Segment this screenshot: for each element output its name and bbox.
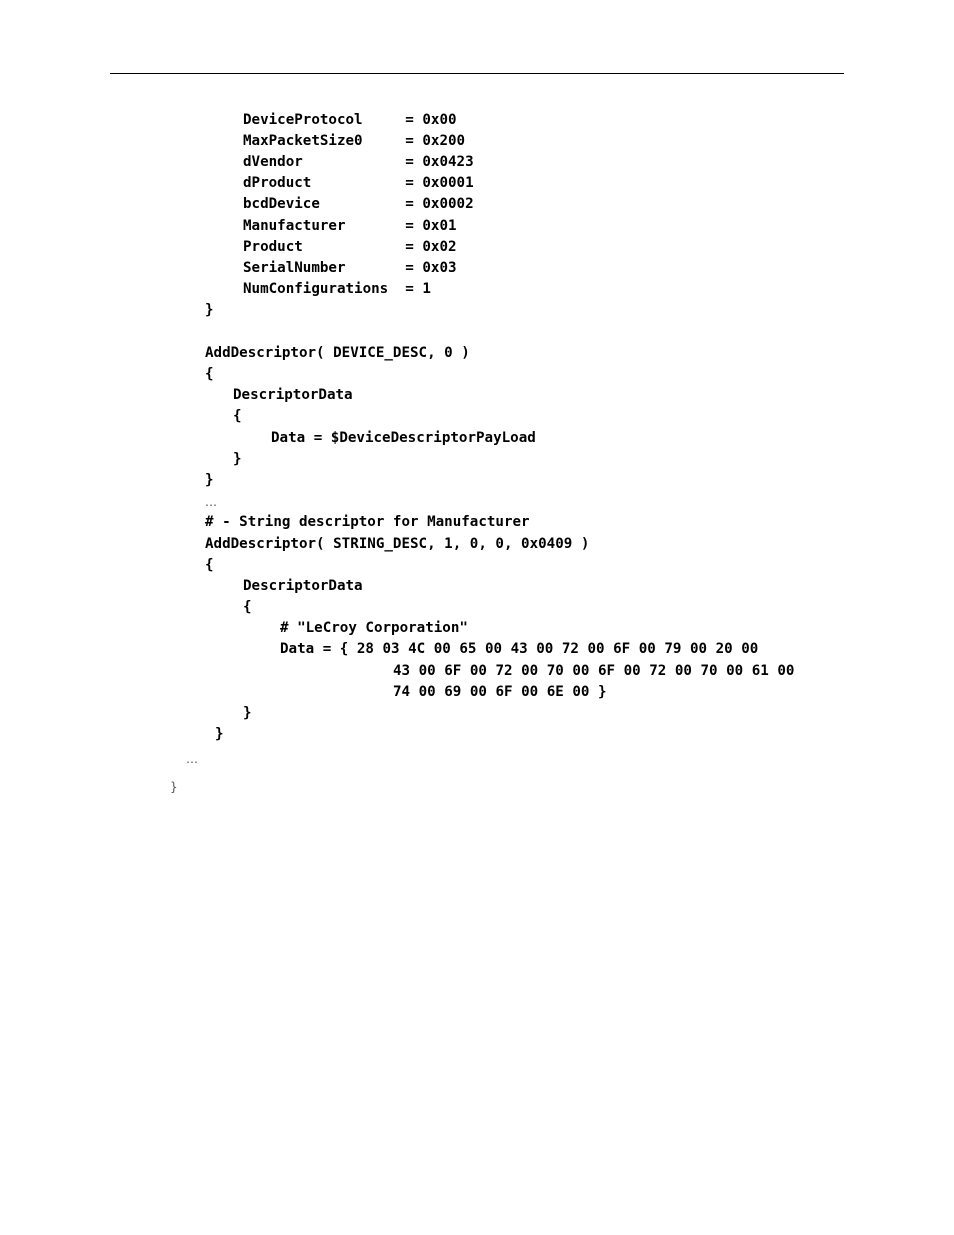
opening-brace: { bbox=[205, 366, 214, 382]
code-line: DescriptorData bbox=[243, 578, 363, 594]
code-line: 74 00 69 00 6F 00 6E 00 } bbox=[393, 684, 607, 700]
ellipsis: … bbox=[205, 495, 217, 509]
code-comment: # - String descriptor for Manufacturer bbox=[205, 514, 530, 530]
code-line: 43 00 6F 00 72 00 70 00 6F 00 72 00 70 00 61 00 bbox=[393, 663, 795, 679]
code-line: NumConfigurations = 1 bbox=[243, 281, 431, 297]
header-rule bbox=[110, 73, 844, 74]
opening-brace: { bbox=[243, 599, 252, 615]
code-line: Data = $DeviceDescriptorPayLoad bbox=[271, 430, 536, 446]
closing-brace: } bbox=[205, 472, 214, 488]
code-line: MaxPacketSize0 = 0x200 bbox=[243, 133, 466, 149]
code-line: Product = 0x02 bbox=[243, 239, 457, 255]
closing-brace: } bbox=[233, 451, 242, 467]
opening-brace: { bbox=[205, 557, 214, 573]
code-line: SerialNumber = 0x03 bbox=[243, 260, 457, 276]
closing-brace: } bbox=[205, 302, 214, 318]
code-line: Data = { 28 03 4C 00 65 00 43 00 72 00 6F 00 79 00 20 00 bbox=[280, 641, 759, 657]
code-comment: # "LeCroy Corporation" bbox=[280, 620, 468, 636]
code-line: dProduct = 0x0001 bbox=[243, 175, 474, 191]
code-line: dVendor = 0x0423 bbox=[243, 154, 474, 170]
code-line: bcdDevice = 0x0002 bbox=[243, 196, 474, 212]
code-line: DeviceProtocol = 0x00 bbox=[243, 112, 457, 128]
closing-brace: } bbox=[215, 726, 224, 742]
code-line: DescriptorData bbox=[233, 387, 353, 403]
closing-brace: } bbox=[170, 780, 178, 794]
ellipsis: … bbox=[186, 752, 198, 766]
opening-brace: { bbox=[233, 408, 242, 424]
code-line: Manufacturer = 0x01 bbox=[243, 218, 457, 234]
code-line: AddDescriptor( STRING_DESC, 1, 0, 0, 0x0409 ) bbox=[205, 536, 590, 552]
closing-brace: } bbox=[243, 705, 252, 721]
code-line: AddDescriptor( DEVICE_DESC, 0 ) bbox=[205, 345, 470, 361]
